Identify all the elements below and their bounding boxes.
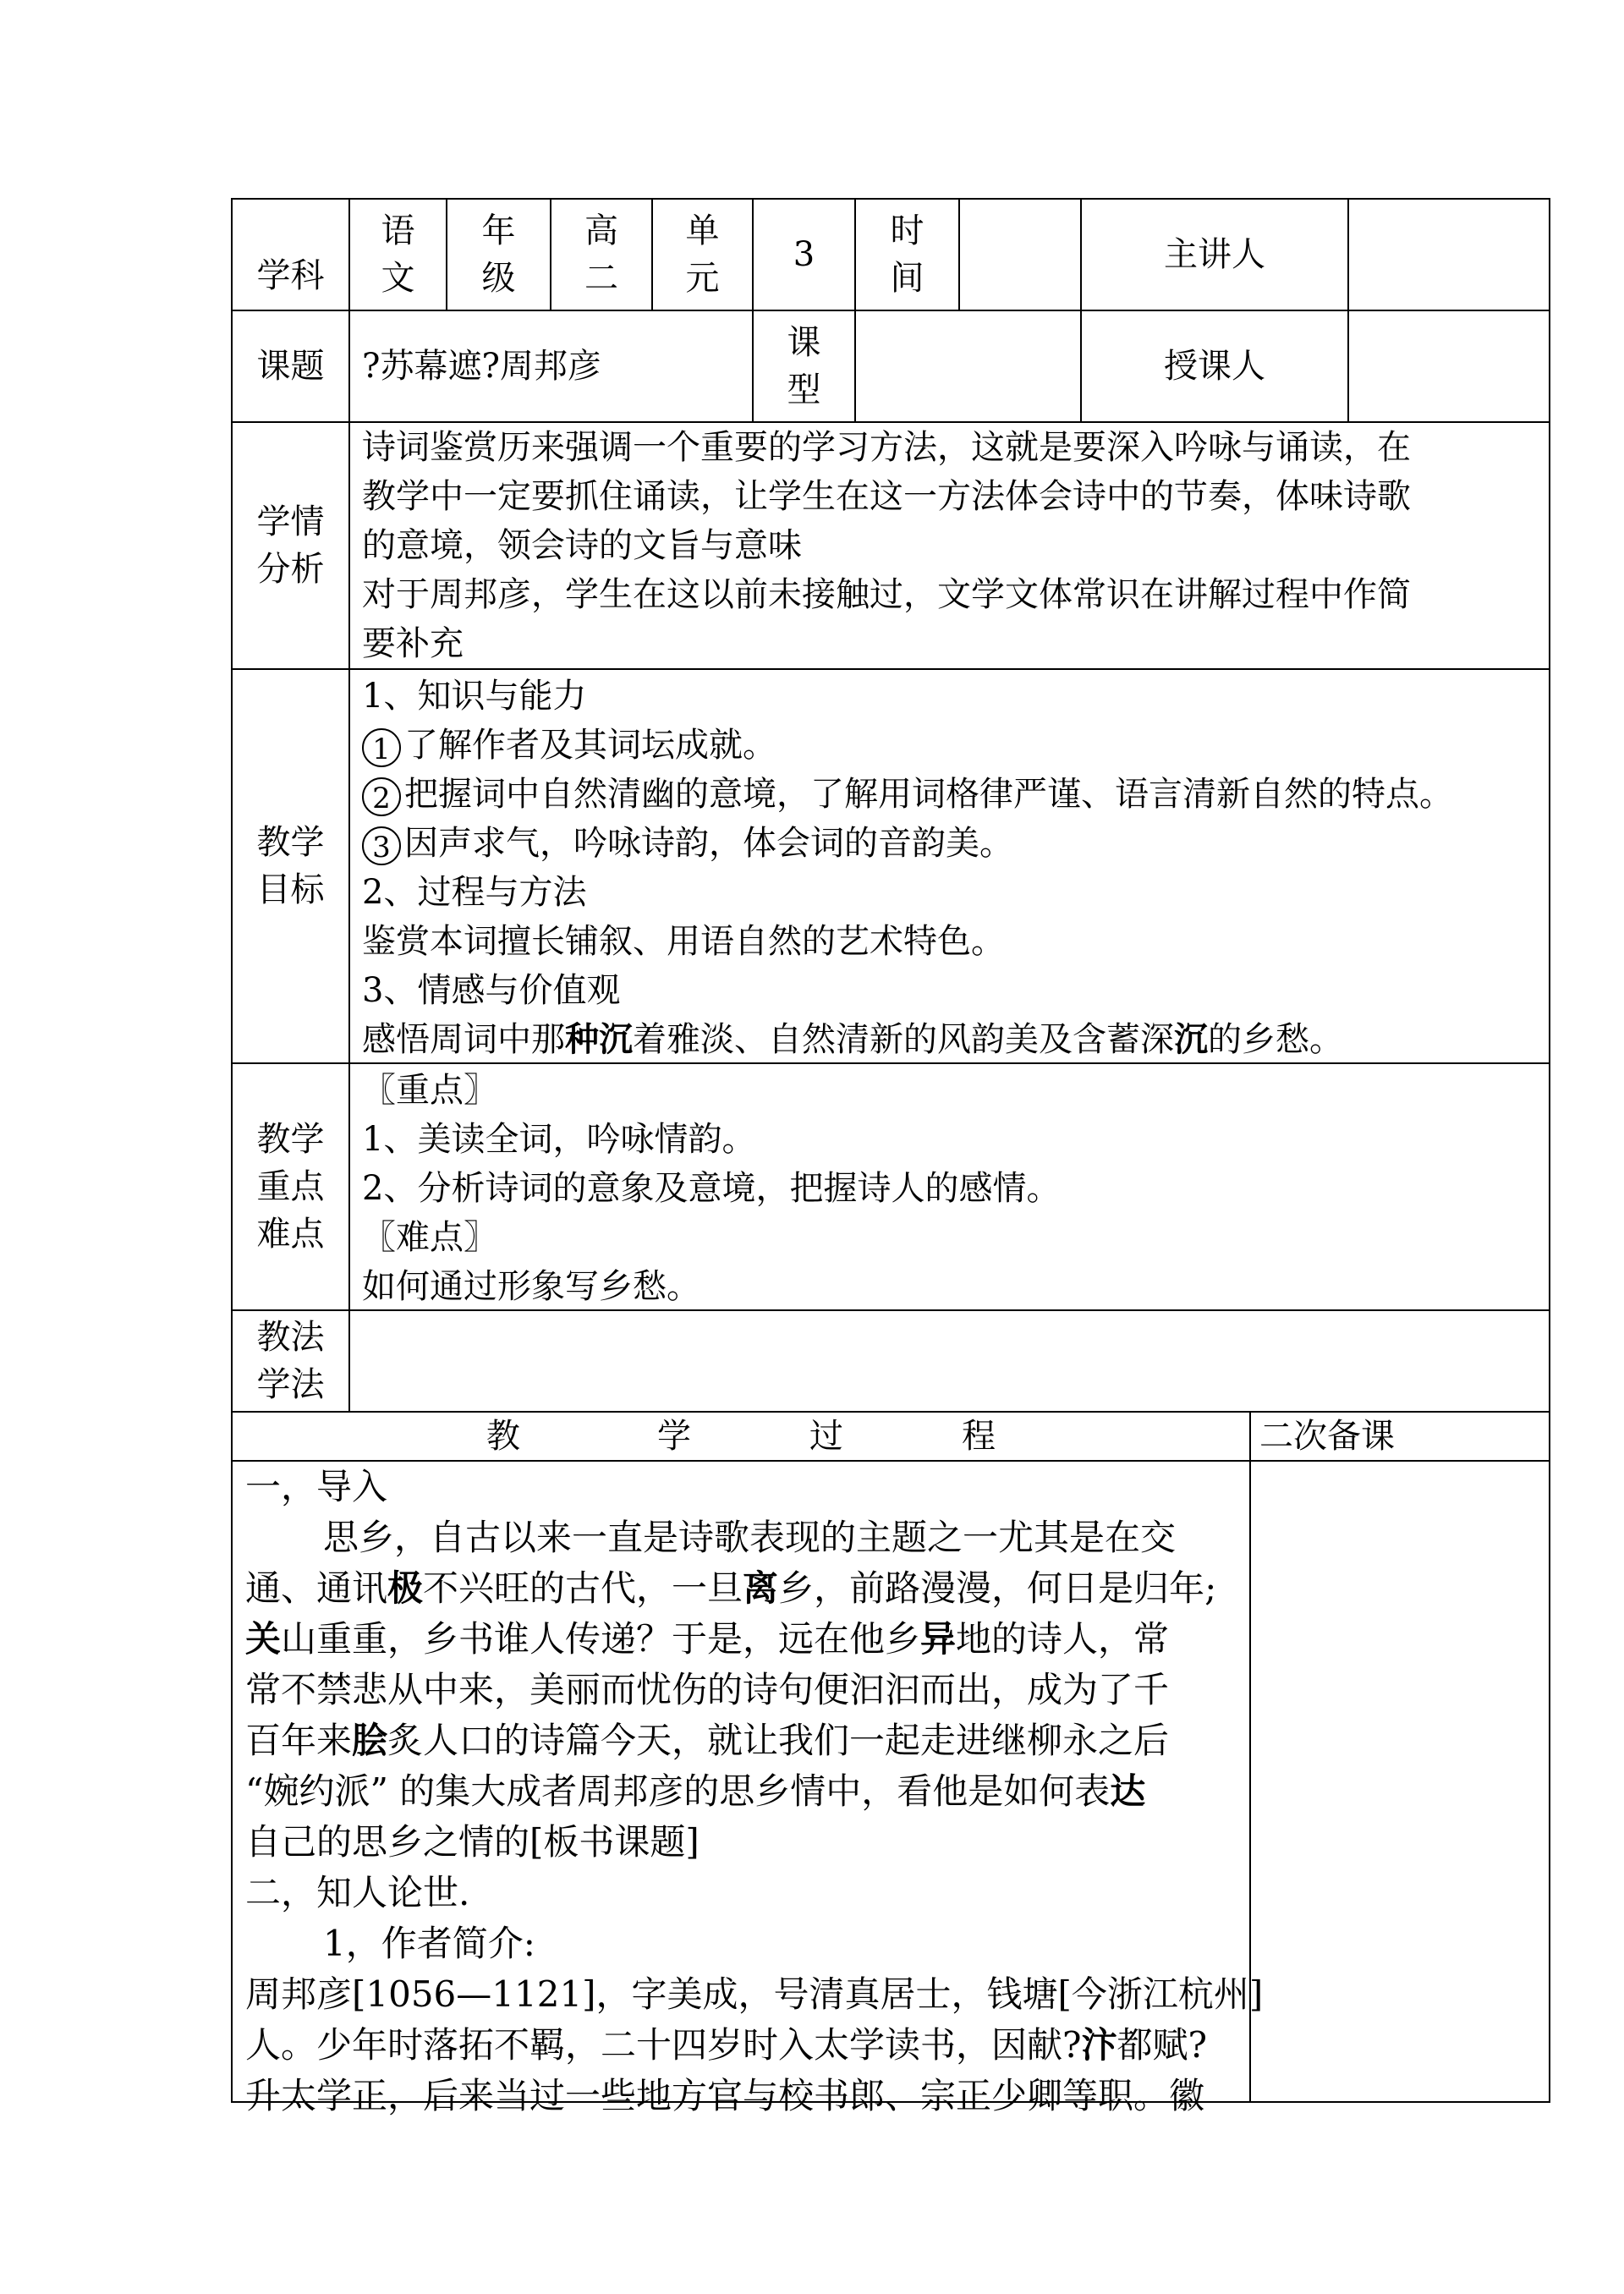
process-header [233,1413,1249,1460]
text-run: 的乡愁。 [1208,1020,1343,1059]
intro-line: 思乡，自古以来一直是诗歌表现的主题之一尤其是在交 [323,1517,1177,1558]
analysis-line: 教学中一定要抓住诵读，让学生在这一方法体会诗中的节奏，体味诗歌 [362,477,1411,516]
intro-line: 自己的思乡之情的[板书课题] [245,1821,700,1863]
intro-line [245,1614,1263,1665]
objective-item [362,721,1453,770]
bio-line [245,2020,1263,2071]
keypoint-item: 2、分析诗词的意象及意境，把握诗人的感情。 [362,1169,1061,1208]
analysis-line: 诗词鉴赏历来强调一个重要的学习方法，这就是要深入吟咏与诵读，在 [362,428,1411,467]
keypoint-item: 1、美读全词，吟咏情韵。 [362,1120,756,1159]
text-run: 山重重，乡书谁人传递？于是，远在他乡 [281,1618,921,1660]
text-run: 百年来 [245,1720,353,1761]
grade-label [447,200,550,310]
grade-label-char: 级 [481,259,516,298]
time-label-char: 间 [890,259,924,298]
objectives-heading: 3、情感与价值观 [362,971,621,1010]
analysis-label-line: 分析 [256,550,325,589]
intro-line [245,1715,1263,1766]
table-rule [231,668,1550,670]
analysis-label [233,423,348,668]
unit-label-char: 元 [685,259,720,298]
objectives-heading: 2、过程与方法 [362,873,587,912]
lesson-type-value [856,311,1080,421]
second-prep-header-text: 二次备课 [1259,1417,1395,1456]
text-run: 不兴旺的古代，一旦 [423,1567,743,1609]
bio-line: 周邦彦[1056—1121]，字美成，号清真居士，钱塘[今浙江杭州] [245,1973,1264,2015]
text-run-bold: 脍 [352,1720,388,1761]
text-run: 通、通讯 [245,1567,388,1609]
unit-value [754,200,854,310]
text-run-bold: 离 [743,1567,779,1609]
text-run: 感悟周词中那 [362,1020,565,1059]
grade-char: 二 [584,259,618,298]
keypoints-label-line: 教学 [256,1120,325,1159]
text-run: 人。少年时落拓不羁，二十四岁时入太学读书，因献? [245,2024,1082,2066]
analysis-text [362,423,1411,668]
objectives-label [233,670,348,1062]
intro-line [245,1563,1263,1614]
methods-value [350,1311,1549,1411]
second-prep-header [1251,1413,1549,1460]
subject-char: 文 [381,259,415,298]
keypoints-label [233,1064,348,1309]
process-header-char: 教 [486,1417,520,1456]
circled-number: 3 [362,826,401,865]
process-header-char: 过 [809,1417,843,1456]
objectives-label-line: 目标 [256,870,325,909]
subject-char: 语 [381,211,415,250]
circled-number: 1 [362,728,401,767]
objectives-paragraph: 鉴赏本词擅长铺叙、用语自然的艺术特色。 [362,922,1005,961]
text-run: 地的诗人，常 [956,1618,1170,1660]
sub-heading: 1，作者简介: [323,1923,535,1964]
analysis-line: 的意境，领会诗的文旨与意味 [362,526,802,565]
circled-number: 2 [362,777,401,816]
unit-label-char: 单 [685,211,720,250]
methods-label-line: 教法 [256,1318,325,1357]
methods-label-line: 学法 [256,1365,325,1404]
grade-char: 高 [584,211,618,250]
lecturer-label-text: 主讲人 [1164,235,1265,274]
difficulty-heading: 〖难点〗 [362,1218,497,1257]
text-run-bold: 沉 [1174,1019,1208,1059]
text-run: 都赋? [1116,2024,1208,2066]
text-run-bold: 达 [1110,1770,1146,1812]
process-body [245,1462,1263,2121]
objective-item [362,819,1453,868]
grade-label-char: 年 [481,211,516,250]
teacher-label-text: 授课人 [1164,347,1265,386]
objectives-text [362,672,1453,1064]
time-label-char: 时 [890,211,924,250]
objectives-paragraph [362,1015,1453,1064]
topic-value-text: ?苏幕遮?周邦彦 [362,347,601,386]
text-run: 着雅淡、自然清新的风韵美及含蓄深 [633,1020,1174,1059]
objective-text: 因声求气，吟咏诗韵，体会词的音韵美。 [404,824,1013,863]
topic-value [350,311,752,421]
lecturer-value [1349,200,1549,310]
grade-value [551,200,651,310]
intro-line: 常不禁悲从中来，美丽而忧伤的诗句便汩汩而出，成为了千 [245,1669,1170,1710]
unit-value-text: 3 [793,235,815,274]
teacher-value [1349,311,1549,421]
difficulty-item: 如何通过形象写乡愁。 [362,1267,700,1306]
lesson-type-label [754,311,854,421]
text-run: 乡，前路漫漫，何日是归年; [778,1567,1217,1609]
analysis-line: 要补充 [362,624,464,663]
topic-label-text: 课题 [256,347,325,386]
text-run-bold: 种沉 [565,1019,633,1059]
objectives-heading: 1、知识与能力 [362,677,587,716]
methods-label [233,1311,348,1411]
subject-value [350,200,446,310]
time-label [856,200,958,310]
analysis-line: 对于周邦彦，学生在这以前未接触过，文学文体常识在讲解过程中作简 [362,575,1411,614]
unit-label [653,200,752,310]
analysis-label-line: 学情 [256,502,325,541]
text-run-bold: 关 [245,1618,282,1660]
process-header-char: 学 [657,1417,691,1456]
lesson-type-char: 型 [787,370,821,409]
objective-text: 把握词中自然清幽的意境，了解用词格律严谨、语言清新自然的特点。 [404,775,1453,814]
text-run-bold: 汴 [1081,2024,1117,2066]
objective-item [362,770,1453,819]
topic-label [233,311,348,421]
text-run-bold: 异 [920,1618,957,1660]
lesson-type-char: 课 [787,323,821,362]
section-heading: 一，导入 [245,1466,388,1507]
table-border-right [1549,198,1550,2103]
subject-label [233,200,348,310]
process-header-char: 程 [962,1417,996,1456]
text-run: 炙人口的诗篇今天，就让我们一起走进继柳永之后 [387,1720,1170,1761]
time-value [960,200,1080,310]
objectives-label-line: 教学 [256,823,325,862]
keypoints-text [362,1066,1060,1311]
teacher-label [1082,311,1347,421]
keypoints-label-line: 难点 [256,1215,325,1254]
objective-text: 了解作者及其词坛成就。 [404,726,776,765]
text-run-bold: 极 [387,1567,424,1609]
keypoints-heading: 〖重点〗 [362,1071,497,1110]
bio-line: 升太学正，后来当过一些地方官与校书郎、宗正少卿等职。徽 [245,2075,1205,2116]
subject-label-text: 学科 [256,256,325,295]
text-run: “婉约派” 的集大成者周邦彦的思乡情中，看他是如何表 [245,1770,1111,1812]
lecturer-label [1082,200,1347,310]
keypoints-label-line: 重点 [256,1167,325,1206]
section-heading: 二，知人论世. [245,1872,470,1913]
intro-line [245,1766,1263,1817]
